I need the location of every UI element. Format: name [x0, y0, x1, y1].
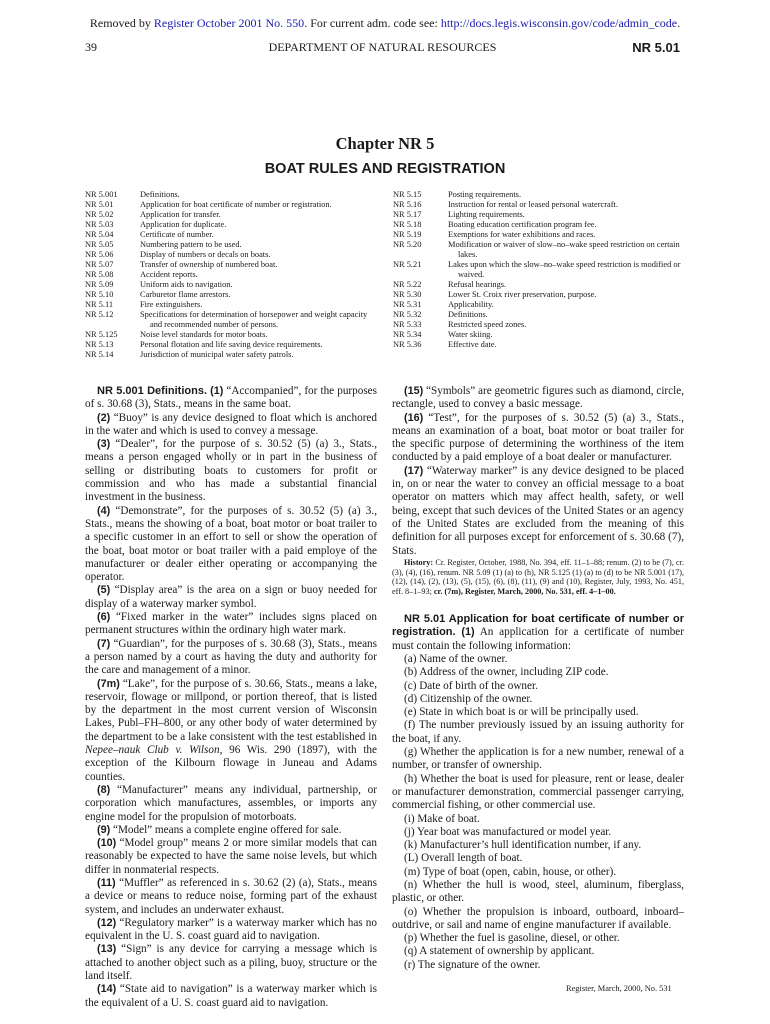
body-left-column: [85, 385, 377, 1010]
definition-text: “Model” means a complete engine offered for sale.: [110, 823, 342, 836]
definition-text: “Display area” is the area on a sign or buoy needed for display of a waterway marker symbol.: [85, 584, 377, 610]
application-item: (b) Address of the owner, including ZIP code.: [404, 666, 609, 679]
definition-number: (12): [97, 916, 117, 929]
toc-entry: [393, 290, 698, 300]
toc-entry-number: NR 5.12: [85, 310, 114, 319]
definition-text: “Guardian”, for the purposes of s. 30.68 (3), Stats., means a person named by a court as having the duty and authority for the care and management of a minor.: [85, 637, 377, 677]
definitions-group: [392, 385, 684, 558]
toc-entry-number: NR 5.05: [85, 240, 114, 249]
subsection-number: (1): [461, 626, 475, 639]
toc-entry-number: NR 5.16: [393, 200, 422, 209]
definition-number: (11): [97, 876, 116, 889]
definition-paragraph: [85, 385, 377, 412]
definition-text: “Model group” means 2 or more similar models that can reasonably be expected to have the same noise levels, but which differ in nonmaterial respects.: [85, 837, 377, 876]
toc-entry-number: NR 5.125: [85, 330, 118, 339]
definition-paragraph: [392, 465, 684, 558]
application-item: (L) Overall length of boat.: [404, 852, 523, 865]
toc-right-column: [393, 190, 698, 350]
banner-suffix: .: [677, 16, 681, 30]
definition-paragraph: [392, 385, 684, 412]
toc-entry: [85, 350, 390, 360]
section-heading: NR 5.001 Definitions.: [97, 385, 207, 397]
toc-entry: [85, 230, 390, 240]
toc-entry-number: NR 5.11: [85, 300, 114, 309]
definition-paragraph: [85, 584, 377, 611]
toc-entry-number: NR 5.32: [393, 310, 422, 319]
definition-text: “Regulatory marker” is a waterway marker which has no equivalent in the U. S. coast guard aid to navigation.: [85, 916, 377, 943]
definition-paragraph: [85, 917, 377, 944]
body-right-column: [392, 385, 684, 972]
toc-entry-number: NR 5.04: [85, 230, 114, 239]
application-item: (c) Date of birth of the owner.: [404, 679, 538, 692]
toc-entry-title: Jurisdiction of municipal water safety patrols.: [140, 350, 294, 359]
definition-text: “State aid to navigation” is a waterway marker which is the equivalent of a U. S. coast guard aid to navigation.: [85, 983, 377, 1009]
toc-entry: [393, 230, 698, 240]
toc-entry-number: NR 5.07: [85, 260, 114, 269]
application-item: (k) Manufacturer’s hull identification number, if any.: [404, 839, 642, 852]
register-link[interactable]: Register October 2001 No. 550: [153, 16, 305, 30]
toc-entry-title: Display of numbers or decals on boats.: [140, 250, 271, 259]
definition-text: “Fixed marker in the water” includes signs placed on permanent structures within the ordinary high water mark.: [85, 611, 377, 637]
toc-entry-title: Effective date.: [448, 340, 497, 349]
application-item: (h) Whether the boat is used for pleasure, rent or lease, dealer or manufacturer demonstration, commercial passenger carrying, commercial fishing, or other commercial use.: [392, 772, 684, 812]
toc-entry-title: Application for boat certificate of number or registration.: [140, 200, 332, 209]
toc-entry-number: NR 5.06: [85, 250, 114, 259]
application-item: (f) The number previously issued by an issuing authority for the boat, if any.: [392, 719, 684, 745]
toc-entry-title-continued: waived.: [458, 270, 485, 279]
toc-entry-number: NR 5.33: [393, 320, 422, 329]
toc-entry: [85, 260, 390, 270]
toc-entry-title: Lakes upon which the slow–no–wake speed restriction is modified or: [448, 260, 681, 269]
banner-prefix: Removed by: [89, 16, 154, 30]
application-item: (o) Whether the propulsion is inboard, outboard, inboard–outdrive, or sail and name of engine manufacturer if available.: [392, 905, 684, 931]
toc-entry-title: Uniform aids to navigation.: [140, 280, 233, 289]
application-item: (i) Make of boat.: [404, 812, 480, 825]
toc-entry-number: NR 5.21: [393, 260, 422, 269]
definition-paragraph: [392, 412, 684, 465]
toc-entry: [85, 220, 390, 230]
toc-entry-number: NR 5.03: [85, 220, 114, 229]
application-item: (r) The signature of the owner.: [404, 958, 541, 971]
toc-entry: [393, 190, 698, 200]
definition-number: (6): [97, 611, 111, 624]
definition-paragraph: [85, 678, 377, 784]
definition-number: (10): [97, 837, 117, 850]
definition-text: , 96 Wis. 290 (1897), with the exception of the Kilbourn flowage in Juneau and Adams counties.: [85, 744, 377, 783]
subsection-text: An application for a certificate of number must contain the following information:: [392, 626, 684, 652]
application-item: (p) Whether the fuel is gasoline, diesel, or other.: [404, 932, 620, 945]
definition-paragraph: [85, 983, 377, 1010]
toc-entry-number: NR 5.17: [393, 210, 422, 219]
toc-entry-number: NR 5.09: [85, 280, 114, 289]
toc-entry-number: NR 5.31: [393, 300, 422, 309]
admin-code-link[interactable]: http://docs.legis.wisconsin.gov/code/admin_code: [440, 16, 678, 30]
toc-entry-title: Carburetor flame arrestors.: [140, 290, 231, 299]
definition-number: (8): [97, 783, 111, 796]
definition-paragraph: [85, 837, 377, 877]
toc-entry-number: NR 5.34: [393, 330, 422, 339]
definition-text: “Sign” is any device for carrying a message which is attached to another object such as a piling, buoy, structure or the land itself.: [85, 943, 377, 983]
toc-entry: [85, 290, 390, 300]
toc-entry: [393, 210, 698, 220]
section-heading: NR 5.01 Application for boat certificate of number or registration.: [392, 613, 684, 639]
toc-entry: [393, 320, 698, 330]
toc-entry-title: Application for duplicate.: [140, 220, 227, 229]
definition-number: (15): [404, 385, 424, 397]
toc-left-column: [85, 190, 390, 360]
toc-entry-title: Applicability.: [448, 300, 494, 309]
toc-entry-title: Accident reports.: [140, 270, 198, 279]
toc-entry-number: NR 5.001: [85, 190, 118, 199]
definition-number: (2): [97, 411, 111, 424]
toc-entry: [393, 220, 698, 230]
toc-entry: [85, 300, 390, 310]
toc-entry: [85, 340, 390, 350]
application-item: (n) Whether the hull is wood, steel, aluminum, fiberglass, plastic, or other.: [392, 878, 684, 905]
toc-entry-continuation: [393, 270, 698, 280]
definition-text: “Buoy” is any device designed to float which is anchored in the water and which is used to convey a message.: [85, 411, 377, 437]
definition-paragraph: [85, 611, 377, 638]
toc-entry-title-continued: and recommended number of persons.: [150, 320, 279, 329]
toc-entry: [393, 280, 698, 290]
application-item: (j) Year boat was manufactured or model year.: [404, 825, 612, 838]
running-header: [85, 40, 680, 56]
toc-entry: [85, 330, 390, 340]
history-bold-text: cr. (7m), Register, March, 2000, No. 531, eff. 4–1–00.: [433, 587, 616, 597]
application-item: (d) Citizenship of the owner.: [404, 692, 533, 705]
banner-middle: . For current adm. code see:: [304, 16, 441, 30]
toc-entry-title: Numbering pattern to be used.: [140, 240, 242, 249]
definition-text: “Manufacturer” means any individual, partnership, or corporation which manufactures, assembles, or imports any engine model for the propulsion of motorboats.: [85, 783, 377, 823]
chapter-title: Chapter NR 5: [335, 134, 435, 153]
definition-number: (16): [404, 411, 424, 424]
toc-entry-number: NR 5.15: [393, 190, 422, 199]
definition-number: (14): [97, 983, 117, 996]
definition-number: (4): [97, 504, 111, 517]
application-item: (g) Whether the application is for a new number, renewal of a number, or transfer of ownership.: [392, 746, 684, 772]
toc-entry-number: NR 5.01: [85, 200, 114, 209]
toc-entry: [85, 240, 390, 250]
definition-paragraph: [85, 438, 377, 504]
definition-number: (5): [97, 584, 111, 597]
application-item: (e) State in which boat is or will be principally used.: [404, 706, 639, 719]
definition-text: “Test”, for the purposes of s. 30.52 (5) (a) 3., Stats., means an examination of a boat, boat motor or boat trailer for the specific purpose of determining the worthiness of the item conducted by a paid employe of a boat dealer or manufacturer.: [392, 411, 684, 464]
toc-entry-title: Certificate of number.: [140, 230, 214, 239]
toc-entry-title: Exemptions for water exhibitions and races.: [448, 230, 596, 239]
toc-entry: [393, 330, 698, 340]
toc-entry-number: NR 5.30: [393, 290, 422, 299]
chapter-subtitle: BOAT RULES AND REGISTRATION: [264, 161, 506, 177]
definition-text: “Symbols” are geometric figures such as diamond, circle, rectangle, used to convey a basic message.: [392, 385, 684, 411]
toc-entry-title-continued: lakes.: [458, 250, 478, 259]
application-items: [392, 653, 684, 972]
definition-paragraph: [85, 824, 377, 837]
definition-paragraph: [85, 638, 377, 678]
toc-entry-title: Modification or waiver of slow–no–wake speed restriction on certain: [448, 240, 680, 249]
toc-entry-number: NR 5.22: [393, 280, 422, 289]
toc-entry: [85, 200, 390, 210]
history-text: Cr. Register, October, 1988, No. 394, eff. 11–1–88; renum. (2) to be (7), cr. (3), (4), (16), renum. NR 5.09 (1) (a) to (h), NR 5.125 (1) (a) to (d) to be NR 5.001 (17), (12), (14), (2), (13), (5), (15), (6), (8), (11), (9) and (10), Register, July, 1993, No. 451, eff. 8–1–93;: [392, 557, 684, 597]
toc-entry-number: NR 5.14: [85, 350, 114, 359]
toc-entry-title: Refusal hearings.: [448, 280, 507, 289]
toc-entry-title: Personal flotation and life saving device requirements.: [140, 340, 323, 349]
toc-entry-title: Noise level standards for motor boats.: [140, 330, 268, 339]
toc-entry: [85, 190, 390, 200]
toc-entry-title: Definitions.: [448, 310, 488, 319]
section-number: NR 5.01: [632, 40, 680, 55]
definition-number: (17): [404, 464, 424, 477]
toc-entry: [393, 300, 698, 310]
toc-entry-title: Water skiing.: [448, 330, 493, 339]
toc-entry-title: Specifications for determination of horsepower and weight capacity: [140, 310, 368, 319]
application-item: (q) A statement of ownership by applicant.: [404, 945, 595, 958]
toc-entry-number: NR 5.02: [85, 210, 114, 219]
toc-entry: [85, 270, 390, 280]
definitions-group: [85, 412, 377, 678]
definition-number: (1): [210, 385, 224, 397]
removal-banner: [0, 16, 770, 31]
application-item: (a) Name of the owner.: [404, 652, 508, 665]
definition-number: (3): [97, 438, 111, 451]
definition-number: (7m): [97, 677, 120, 690]
toc-entry-number: NR 5.36: [393, 340, 422, 349]
page-number: 39: [85, 40, 97, 54]
case-citation: Nepee–nauk Club v. Wilson: [85, 744, 220, 757]
department-name: DEPARTMENT OF NATURAL RESOURCES: [268, 40, 497, 54]
toc-entry-number: NR 5.10: [85, 290, 114, 299]
definition-paragraph: [85, 877, 377, 917]
definition-paragraph: [85, 784, 377, 824]
toc-entry: [393, 200, 698, 210]
toc-entry: [85, 310, 390, 320]
definition-number: (9): [97, 823, 111, 836]
toc-entry-continuation: [85, 320, 390, 330]
toc-entry-number: NR 5.08: [85, 270, 114, 279]
definition-text: “Muffler” as referenced in s. 30.62 (2) (a), Stats., means a device or means to reduce noise, forming part of the exhaust system, and includes an underwater exhaust.: [85, 876, 377, 916]
toc-entry: [393, 310, 698, 320]
application-item: (m) Type of boat (open, cabin, house, or other).: [404, 865, 617, 878]
page-footer: Register, March, 2000, No. 531: [566, 984, 672, 993]
definitions-group: [85, 784, 377, 1010]
toc-entry-title: Lighting requirements.: [448, 210, 525, 219]
toc-entry: [393, 340, 698, 350]
toc-entry-number: NR 5.13: [85, 340, 114, 349]
definition-paragraph: [85, 943, 377, 983]
toc-entry: [85, 250, 390, 260]
toc-entry: [393, 240, 698, 250]
toc-entry-number: NR 5.20: [393, 240, 422, 249]
toc-entry-number: NR 5.18: [393, 220, 422, 229]
definition-text: “Lake”, for the purpose of s. 30.66, Stats., means a lake, reservoir, flowage or millpond, or portion thereof, that is listed by the department in the most current version of Wisconsin Lakes, Publ–FH–800, or any other body of water determined by the department to be a lake consistent with the test established in: [85, 677, 377, 743]
definition-text: “Waterway marker” is any device designed to be placed in, on or near the water to convey an official message to a boat operator on matters which may affect health, safety, or well being, except that such devices of the United States or an agency of the United States are excluded from the meaning of this definition for all purposes except for enforcement of s. 30.68 (7), Stats.: [392, 464, 684, 557]
toc-entry-title: Definitions.: [140, 190, 180, 199]
toc-entry-title: Transfer of ownership of numbered boat.: [140, 260, 278, 269]
section-paragraph: [392, 613, 684, 653]
definition-number: (7): [97, 637, 111, 650]
toc-entry-continuation: [393, 250, 698, 260]
toc-entry: [393, 260, 698, 270]
definition-number: (13): [97, 943, 117, 956]
toc-entry: [85, 210, 390, 220]
toc-entry-title: Instruction for rental or leased personal watercraft.: [448, 200, 618, 209]
history-note: [392, 558, 684, 597]
toc-entry-number: NR 5.19: [393, 230, 422, 239]
toc-entry-title: Application for transfer.: [140, 210, 221, 219]
definition-paragraph: [85, 505, 377, 585]
toc-entry: [85, 280, 390, 290]
toc-entry-title: Boating education certification program fee.: [448, 220, 597, 229]
toc-entry-title: Fire extinguishers.: [140, 300, 203, 309]
history-label: History:: [404, 557, 434, 567]
toc-entry-title: Lower St. Croix river preservation, purpose.: [448, 290, 597, 299]
definition-text: “Demonstrate”, for the purposes of s. 30.52 (5) (a) 3., Stats., means the showing of a boat, boat motor or boat trailer to a specific customer in an effort to sell or show the operation of the boat, boat motor or boat trailer with a paid employe of the manufacturer or dealer either operating or accompanying the operator.: [85, 504, 377, 584]
definition-paragraph: [85, 412, 377, 439]
definition-text: “Dealer”, for the purpose of s. 30.52 (5) (a) 3., Stats., means a person engaged wholly or in part in the business of selling or distributing boats to customers for profit or commission and who has made a substantial financial investment in the business.: [85, 438, 377, 504]
toc-entry-title: Posting requirements.: [448, 190, 522, 199]
definition-text: “Accompanied”, for the purposes of s. 30.68 (3), Stats., means in the same boat.: [85, 385, 377, 411]
toc-entry-title: Restricted speed zones.: [448, 320, 527, 329]
